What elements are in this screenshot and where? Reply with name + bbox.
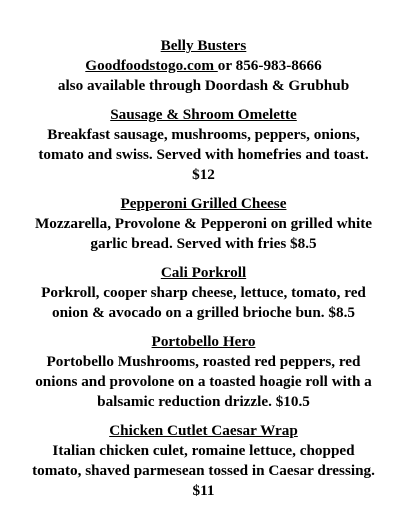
delivery-availability: also available through Doordash & Grubhub — [57, 77, 350, 94]
menu-item-title: Sausage & Shroom Omelette — [110, 106, 297, 123]
menu-item — [0, 194, 407, 254]
menu-item — [0, 421, 407, 501]
menu-item-description: Porkroll, cooper sharp cheese, lettuce, tomato, red onion & avocado on a grilled brioche bun. $8.5 — [41, 284, 366, 321]
menu-item-description: Breakfast sausage, mushrooms, peppers, onions, tomato and swiss. Served with homefries and toast. $12 — [38, 126, 369, 183]
phone-number: or 856-983-8666 — [217, 57, 322, 74]
menu-item — [0, 105, 407, 185]
menu-item-title: Portobello Hero — [151, 333, 256, 350]
menu-item — [0, 332, 407, 412]
menu-page — [0, 36, 407, 501]
business-name: Belly Busters — [160, 37, 247, 54]
menu-item-description: Mozzarella, Provolone & Pepperoni on grilled white garlic bread. Served with fries $8.5 — [34, 215, 373, 252]
menu-item-title: Chicken Cutlet Caesar Wrap — [109, 422, 298, 439]
menu-item — [0, 263, 407, 323]
menu-item-description: Portobello Mushrooms, roasted red peppers, red onions and provolone on a toasted hoagie roll with a balsamic reduction drizzle. $10.5 — [35, 353, 372, 410]
website-link[interactable]: Goodfoodstogo.com — [85, 57, 218, 74]
menu-item-title: Cali Porkroll — [160, 264, 247, 281]
contact-line — [0, 56, 407, 76]
menu-item-description: Italian chicken culet, romaine lettuce, chopped tomato, shaved parmesean tossed in Caesar dressing. $11 — [32, 442, 375, 499]
menu-item-title: Pepperoni Grilled Cheese — [120, 195, 287, 212]
menu-header — [0, 36, 407, 96]
